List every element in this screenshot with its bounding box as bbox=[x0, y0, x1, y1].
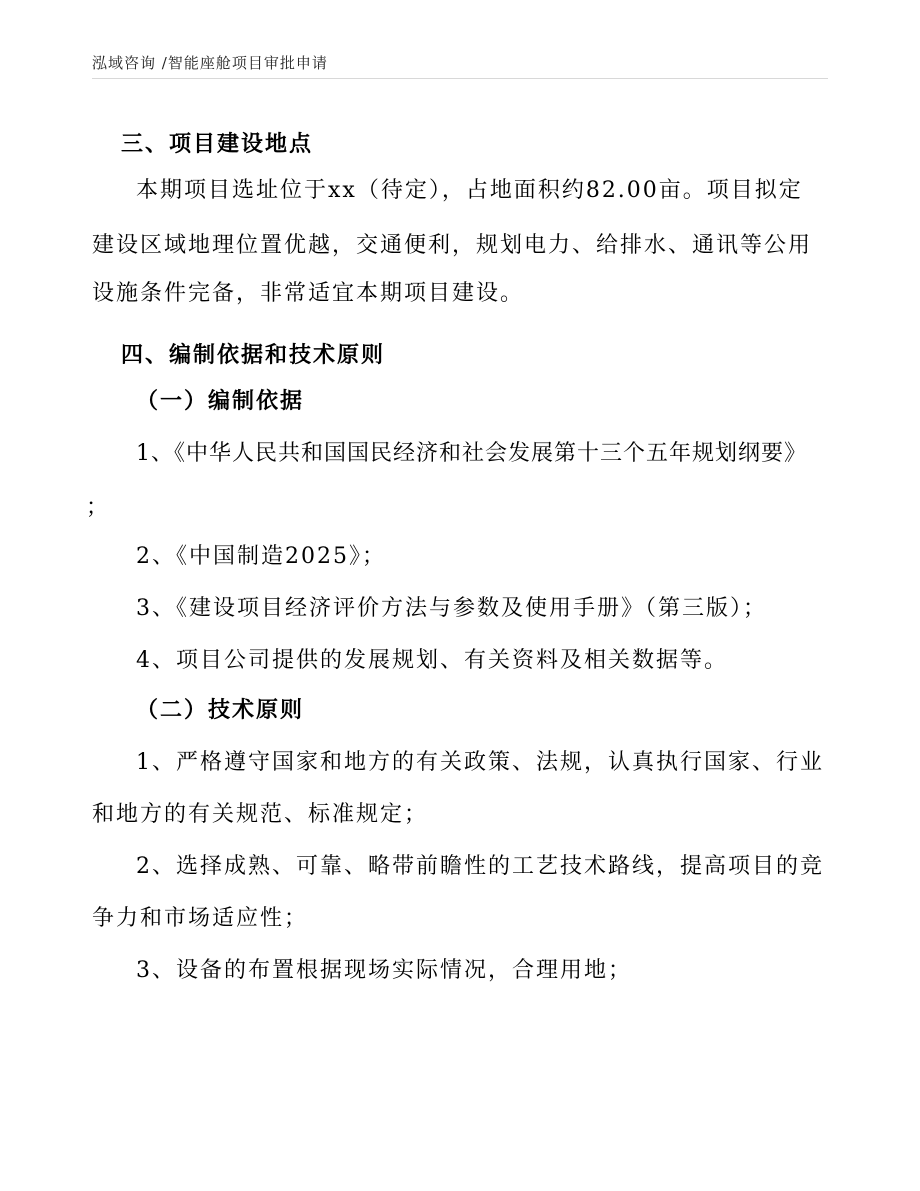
subsection-heading-principles: （二）技术原则 bbox=[136, 697, 305, 723]
section-heading-location: 三、项目建设地点 bbox=[121, 131, 314, 157]
list-item-continuation: ； bbox=[86, 495, 111, 520]
list-item-continuation: 争力和市场适应性； bbox=[92, 906, 309, 931]
list-item-continuation: 和地方的有关规范、标准规定； bbox=[92, 802, 429, 827]
list-item: 3、《建设项目经济评价方法与参数及使用手册》（第三版）； bbox=[136, 596, 767, 621]
list-item: 1、《中华人民共和国国民经济和社会发展第十三个五年规划纲要》 bbox=[136, 441, 807, 466]
paragraph-line: 设施条件完备，非常适宜本期项目建设。 bbox=[92, 281, 525, 306]
list-item: 3、设备的布置根据现场实际情况，合理用地； bbox=[136, 958, 632, 983]
page-header: 泓域咨询 /智能座舱项目审批申请 bbox=[92, 54, 328, 72]
list-item: 2、选择成熟、可靠、略带前瞻性的工艺技术路线，提高项目的竞 bbox=[136, 854, 824, 879]
list-item: 4、项目公司提供的发展规划、有关资料及相关数据等。 bbox=[136, 648, 728, 673]
section-heading-basis: 四、编制依据和技术原则 bbox=[121, 342, 386, 368]
list-item: 1、严格遵守国家和地方的有关政策、法规，认真执行国家、行业 bbox=[136, 750, 824, 775]
header-divider bbox=[92, 78, 828, 79]
paragraph-line: 建设区域地理位置优越，交通便利，规划电力、给排水、通讯等公用 bbox=[92, 233, 813, 258]
list-item: 2、《中国制造2025》； bbox=[136, 544, 386, 569]
subsection-heading-basis: （一）编制依据 bbox=[136, 388, 305, 414]
paragraph-line: 本期项目选址位于xx（待定），占地面积约82.00亩。项目拟定 bbox=[136, 178, 803, 203]
